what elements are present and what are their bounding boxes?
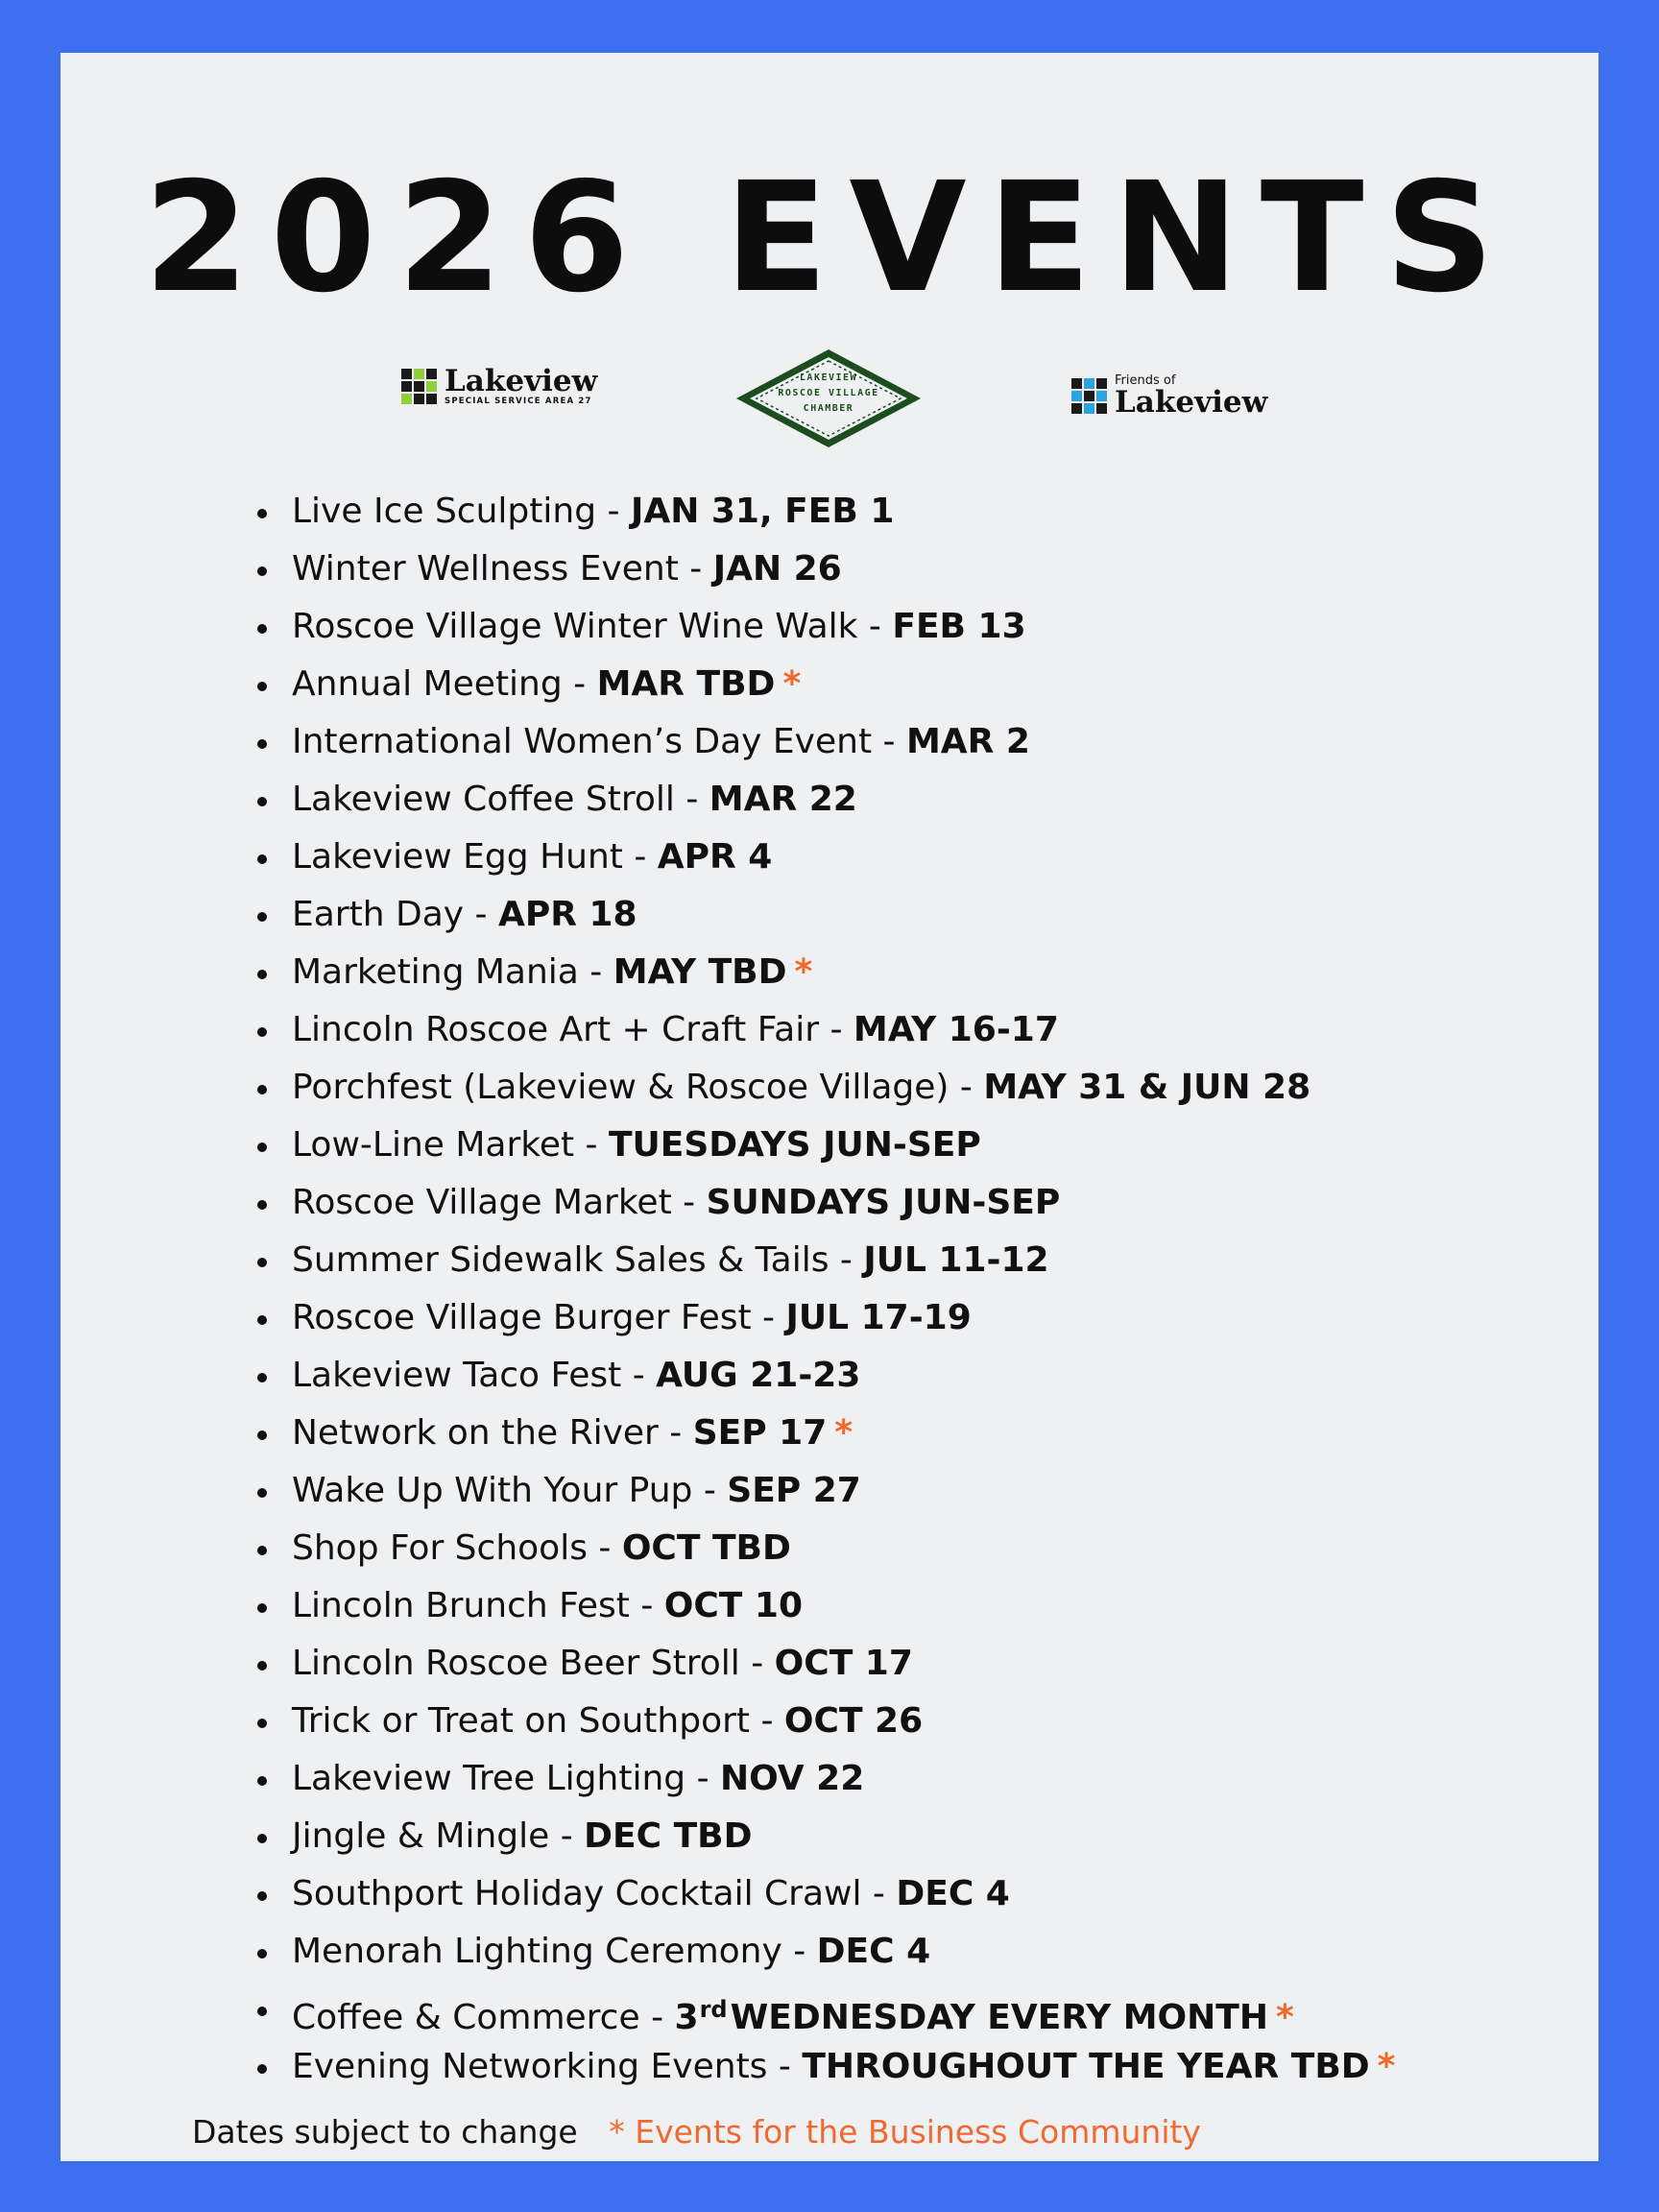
event-date bbox=[727, 1471, 861, 1510]
event-item bbox=[202, 1635, 1395, 1693]
event-item bbox=[202, 886, 1395, 944]
event-name: Roscoe Village Winter Wine Walk - bbox=[292, 607, 893, 646]
event-date bbox=[597, 664, 776, 704]
event-date bbox=[854, 1010, 1059, 1049]
event-name: International Women’s Day Event - bbox=[292, 722, 906, 761]
event-name: Wake Up With Your Pup - bbox=[292, 1471, 728, 1510]
event-date bbox=[983, 1068, 1310, 1107]
event-item bbox=[202, 944, 1395, 1001]
event-date bbox=[707, 1183, 1061, 1222]
logo-subtitle: SPECIAL SERVICE AREA 27 bbox=[445, 397, 592, 406]
event-name: Lincoln Roscoe Beer Stroll - bbox=[292, 1644, 775, 1683]
event-name: Southport Holiday Cocktail Crawl - bbox=[292, 1874, 897, 1913]
event-name: Lincoln Roscoe Art + Craft Fair - bbox=[292, 1010, 854, 1049]
event-item bbox=[202, 713, 1395, 771]
events-card bbox=[60, 53, 1599, 2161]
event-date-text: THROUGHOUT THE YEAR TBD bbox=[802, 2047, 1370, 2086]
event-item bbox=[202, 1520, 1395, 1577]
event-name: Live Ice Sculpting - bbox=[292, 492, 631, 531]
event-date bbox=[622, 1528, 791, 1568]
disclaimer-text: Dates subject to change bbox=[192, 2113, 578, 2151]
event-name: Trick or Treat on Southport - bbox=[292, 1701, 784, 1741]
event-date bbox=[863, 1240, 1048, 1280]
event-date bbox=[693, 1413, 828, 1453]
event-date-text: MAY 31 & JUN 28 bbox=[983, 1068, 1311, 1107]
event-date-text: SEP 17 bbox=[692, 1413, 828, 1453]
event-name: Evening Networking Events - bbox=[292, 2047, 803, 2086]
event-date-suffix: rd bbox=[699, 1996, 728, 2023]
event-date bbox=[775, 1644, 913, 1683]
event-item bbox=[202, 598, 1395, 656]
chamber-logo bbox=[733, 346, 925, 451]
event-item bbox=[202, 1289, 1395, 1347]
chamber-line3: CHAMBER bbox=[803, 403, 854, 414]
event-date-text: JAN 26 bbox=[712, 549, 842, 589]
grid-mark-icon bbox=[401, 369, 437, 404]
event-name: Lincoln Brunch Fest - bbox=[292, 1586, 664, 1625]
event-date-text: MAY 16-17 bbox=[853, 1010, 1059, 1049]
footer bbox=[192, 2113, 1201, 2152]
event-item bbox=[202, 1174, 1395, 1232]
event-date-text: DEC 4 bbox=[896, 1874, 1010, 1913]
logo-prefix: Friends of bbox=[1115, 373, 1176, 388]
event-date-text: OCT 17 bbox=[774, 1644, 913, 1683]
event-date-text: OCT TBD bbox=[621, 1528, 791, 1568]
event-name: Summer Sidewalk Sales & Tails - bbox=[292, 1240, 864, 1280]
event-date bbox=[720, 1759, 864, 1798]
event-item bbox=[202, 1981, 1395, 2038]
event-item bbox=[202, 1001, 1395, 1059]
lakeview-ssa-logo bbox=[401, 364, 598, 406]
business-event-asterisk: * bbox=[1377, 2047, 1396, 2086]
event-date-text: OCT 10 bbox=[663, 1586, 803, 1625]
event-date-text: JAN 31, FEB 1 bbox=[630, 492, 895, 531]
chamber-line2: ROSCOE VILLAGE bbox=[778, 388, 879, 398]
event-date bbox=[786, 1298, 972, 1337]
event-date bbox=[817, 1932, 930, 1971]
logo-name: Lakeview bbox=[445, 364, 598, 398]
event-date-ordinal: 3 bbox=[674, 1998, 699, 2037]
event-item bbox=[202, 1750, 1395, 1808]
event-date-text: APR 4 bbox=[657, 837, 773, 877]
event-date-text: JUL 17-19 bbox=[785, 1298, 972, 1337]
logo-name: Lakeview bbox=[1115, 385, 1268, 420]
event-item bbox=[202, 1923, 1395, 1981]
event-date bbox=[892, 607, 1025, 646]
event-date bbox=[609, 1125, 981, 1165]
event-date bbox=[896, 1874, 1009, 1913]
event-name: Menorah Lighting Ceremony - bbox=[292, 1932, 817, 1971]
sponsor-logos bbox=[60, 346, 1599, 451]
event-date bbox=[656, 1356, 860, 1395]
event-date bbox=[658, 837, 773, 877]
event-item bbox=[202, 1117, 1395, 1174]
event-name: Lakeview Coffee Stroll - bbox=[292, 780, 709, 819]
event-date-text: NOV 22 bbox=[720, 1759, 865, 1798]
event-name: Lakeview Egg Hunt - bbox=[292, 837, 658, 877]
event-date-text: SEP 27 bbox=[727, 1471, 861, 1510]
event-item bbox=[202, 483, 1395, 541]
event-name: Earth Day - bbox=[292, 895, 498, 934]
event-item bbox=[202, 1462, 1395, 1520]
event-item bbox=[202, 2038, 1395, 2096]
event-name: Lakeview Tree Lighting - bbox=[292, 1759, 721, 1798]
event-name: Lakeview Taco Fest - bbox=[292, 1356, 657, 1395]
event-item bbox=[202, 1693, 1395, 1750]
event-date-text: TUESDAYS JUN-SEP bbox=[608, 1125, 981, 1165]
event-date bbox=[584, 1816, 752, 1856]
event-item bbox=[202, 541, 1395, 598]
chamber-line1: LAKEVIEW bbox=[799, 373, 858, 383]
event-name: Marketing Mania - bbox=[292, 952, 613, 992]
event-name: Coffee & Commerce - bbox=[292, 1998, 675, 2037]
event-item bbox=[202, 829, 1395, 886]
event-date bbox=[664, 1586, 803, 1625]
legend-text: * Events for the Business Community bbox=[609, 2113, 1201, 2151]
event-item bbox=[202, 771, 1395, 829]
event-name: Roscoe Village Market - bbox=[292, 1183, 707, 1222]
event-name: Porchfest (Lakeview & Roscoe Village) - bbox=[292, 1068, 984, 1107]
event-date-text: MAY TBD bbox=[613, 952, 787, 992]
page-title: 2026 EVENTS bbox=[143, 150, 1516, 326]
event-date-text: MAR TBD bbox=[596, 664, 776, 704]
event-date-text: JUL 11-12 bbox=[863, 1240, 1049, 1280]
business-event-asterisk: * bbox=[1275, 1998, 1294, 2037]
event-item bbox=[202, 1577, 1395, 1635]
event-date bbox=[631, 492, 894, 531]
event-item bbox=[202, 1232, 1395, 1289]
event-date-text: APR 18 bbox=[497, 895, 637, 934]
event-item bbox=[202, 1865, 1395, 1923]
event-item bbox=[202, 1808, 1395, 1865]
event-date bbox=[675, 1998, 1268, 2037]
event-name: Winter Wellness Event - bbox=[292, 549, 713, 589]
event-date bbox=[713, 549, 842, 589]
event-date bbox=[906, 722, 1030, 761]
event-date bbox=[802, 2047, 1369, 2086]
event-item bbox=[202, 656, 1395, 713]
event-date bbox=[709, 780, 857, 819]
event-name: Network on the River - bbox=[292, 1413, 693, 1453]
business-event-asterisk: * bbox=[782, 664, 802, 704]
event-date-text: WEDNESDAY EVERY MONTH bbox=[730, 1998, 1268, 2037]
event-date-text: MAR 22 bbox=[709, 780, 857, 819]
event-name: Annual Meeting - bbox=[292, 664, 597, 704]
business-event-asterisk: * bbox=[794, 952, 813, 992]
event-date-text: DEC 4 bbox=[816, 1932, 931, 1971]
friends-of-lakeview-logo bbox=[1071, 373, 1268, 420]
event-date-text: OCT 26 bbox=[783, 1701, 924, 1741]
event-item bbox=[202, 1347, 1395, 1405]
event-name: Jingle & Mingle - bbox=[292, 1816, 585, 1856]
event-date-text: AUG 21-23 bbox=[656, 1356, 861, 1395]
event-date-text: SUNDAYS JUN-SEP bbox=[706, 1183, 1061, 1222]
event-date-text: MAR 2 bbox=[905, 722, 1030, 761]
business-event-asterisk: * bbox=[834, 1413, 854, 1453]
event-date-text: DEC TBD bbox=[584, 1816, 753, 1856]
event-date bbox=[498, 895, 637, 934]
event-date bbox=[613, 952, 787, 992]
event-name: Low-Line Market - bbox=[292, 1125, 609, 1165]
event-item bbox=[202, 1405, 1395, 1462]
event-date-text: FEB 13 bbox=[892, 607, 1026, 646]
event-item bbox=[202, 1059, 1395, 1117]
event-name: Roscoe Village Burger Fest - bbox=[292, 1298, 786, 1337]
events-list bbox=[202, 483, 1395, 2096]
grid-mark-icon bbox=[1071, 378, 1107, 414]
event-date bbox=[784, 1701, 923, 1741]
event-name: Shop For Schools - bbox=[292, 1528, 622, 1568]
